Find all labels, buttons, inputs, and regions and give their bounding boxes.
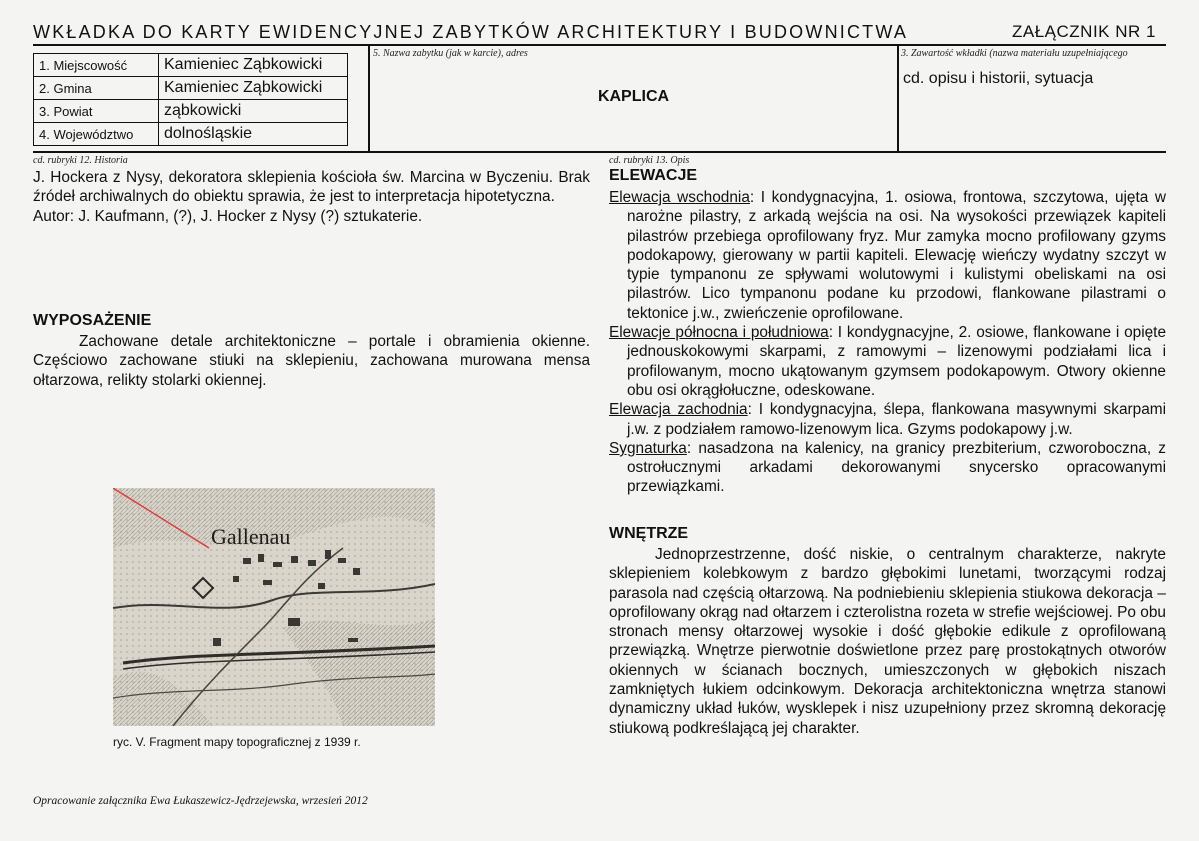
location-table (33, 53, 348, 146)
history-rubric: cd. rubryki 12. Historia (33, 155, 128, 166)
map-drawing (113, 488, 435, 726)
location-label: 4. Województwo (34, 123, 159, 146)
location-value: Kamieniec Ząbkowicki (159, 54, 348, 77)
elevations-heading: ELEWACJE (609, 167, 698, 184)
table-row (34, 123, 348, 146)
elevation-belfry (609, 439, 1166, 497)
equipment-paragraph: Zachowane detale architektoniczne – portale i obramienia okienne. Częściowo zachowane stiuki na sklepieniu, zachowana murowana mensa ołtarzowa, relikty stolarki okiennej. (33, 333, 590, 389)
table-row (34, 77, 348, 100)
location-label: 3. Powiat (34, 100, 159, 123)
elevation-west (609, 400, 1166, 439)
history-text (33, 168, 590, 226)
equipment-text (33, 332, 590, 390)
monument-name: KAPLICA (597, 88, 670, 105)
form-title: WKŁADKA DO KARTY EWIDENCYJNEJ ZABYTKÓW ARCHITEKTURY I BUDOWNICTWA (33, 22, 909, 42)
field-divider (897, 46, 899, 152)
location-value: dolnośląskie (159, 123, 348, 146)
header-bottom-rule (33, 151, 1166, 153)
location-value: Kamieniec Ząbkowicki (159, 77, 348, 100)
elevation-desc: : I kondygnacyjne, 2. osiowe, flankowane i opięte jednouskokowymi skarpami, z ramowymi – lizenowymi podziałami lica i profilowanym, mocno ukątowanym gzymsem podokapowym. Otwory okienne obu osi okrągłołuczne, odeskowane. (627, 324, 1167, 399)
elevation-north-south (609, 323, 1166, 400)
location-label: 2. Gmina (34, 77, 159, 100)
table-row (34, 54, 348, 77)
interior-heading: WNĘTRZE (609, 525, 689, 542)
equipment-heading: WYPOSAŻENIE (33, 312, 152, 329)
elevation-title: Elewacje północna i południowa (609, 324, 829, 342)
history-paragraph: J. Hockera z Nysy, dekoratora sklepienia kościoła św. Marcina w Byczeniu. Brak źródeł archiwalnych do obiektu sprawia, że jest to interpretacja hipotetyczna. (33, 169, 590, 206)
map-label: Gallenau (211, 524, 291, 549)
interior-paragraph: Jednoprzestrzenne, dość niskie, o centralnym charakterze, nakryte sklepieniem kolebkowym z bardzo głębokimi lunetami, tworzącymi rodzaj parasola nad częścią ołtarzową. Na podniebieniu sklepienia stiukowa dekoracja – oprofilowany okrąg nad ołtarzem i czterolistna rozeta w strefie wejściowej. Po obu stronach mensy ołtarzowej wysokie i dość głębokie edikule z oprofilowaną przewiązką. Wnętrze pierwotnie doświetlone przez parę prostokątnych otworów okiennych w ścianach bocznych, umieszczonych w głębokich niszach zamkniętych łukiem odcinkowym. Dekoracja architektoniczna wnętrza stanowi dynamiczny układ łuków, wysklepek i nisz uzupełniony przez skromną dekorację stiukową podkreślającą jej charakter. (609, 546, 1166, 737)
annex-number: ZAŁĄCZNIK NR 1 (1012, 22, 1156, 41)
elevation-title: Elewacja wschodnia (609, 189, 750, 206)
elevation-desc: : I kondygnacyjna, 1. osiowa, frontowa, szczytowa, ujęta w narożne pilastry, z arkadą wejścia na osi. Na wysokości przewiązek kapiteli pilastrów przebiega oprofilowany fryz. Mur zamyka mocno profilowany gzyms podokapowy, gierowany w partii kapiteli. Elewację wieńczy wydatny szczyt w typie tympanonu ze spływami wolutowymi i kulistymi obeliskami na osi pilastrów. Lico tympanonu podane ku przodowi, flankowane pilastrami o tektonice j.w., zwieńczenie oprofilowane. (627, 189, 1166, 322)
elevation-title: Sygnaturka (609, 439, 687, 457)
interior-text (609, 545, 1166, 738)
topographic-map (113, 488, 435, 726)
elevation-east (609, 188, 1166, 323)
elevation-desc: : I kondygnacyjna, ślepa, flankowana masywnymi skarpami j.w. z podziałem ramowo-lizenowym lica. Gzyms podokapowy j.w. (627, 401, 1166, 438)
location-label: 1. Miejscowość (34, 54, 159, 77)
author-line: Autor: J. Kaufmann, (?), J. Hocker z Nysy (?) sztukaterie. (33, 207, 423, 225)
content-description: cd. opisu i historii, sytuacja (903, 70, 1094, 87)
header-rule (33, 44, 1166, 46)
elevation-desc: : nasadzona na kalenicy, na granicy prezbiterium, czworoboczna, z ostrołucznymi arkadami dekorowanymi snycersko opracowanymi przewiązkami. (627, 439, 1166, 496)
table-row (34, 100, 348, 123)
field5-label: 5. Nazwa zabytku (jak w karcie), adres (373, 48, 528, 59)
map-caption: ryc. V. Fragment mapy topograficznej z 1939 r. (113, 735, 361, 749)
elevation-title: Elewacja zachodnia (609, 401, 748, 419)
field3-label: 3. Zawartość wkładki (nazwa materiału uzupełniającego (901, 48, 1128, 59)
description-rubric: cd. rubryki 13. Opis (609, 155, 690, 166)
location-value: ząbkowicki (159, 100, 348, 123)
elevations-text (609, 188, 1166, 497)
footer-credit: Opracowanie załącznika Ewa Łukaszewicz-Jędrzejewska, wrzesień 2012 (33, 795, 368, 807)
